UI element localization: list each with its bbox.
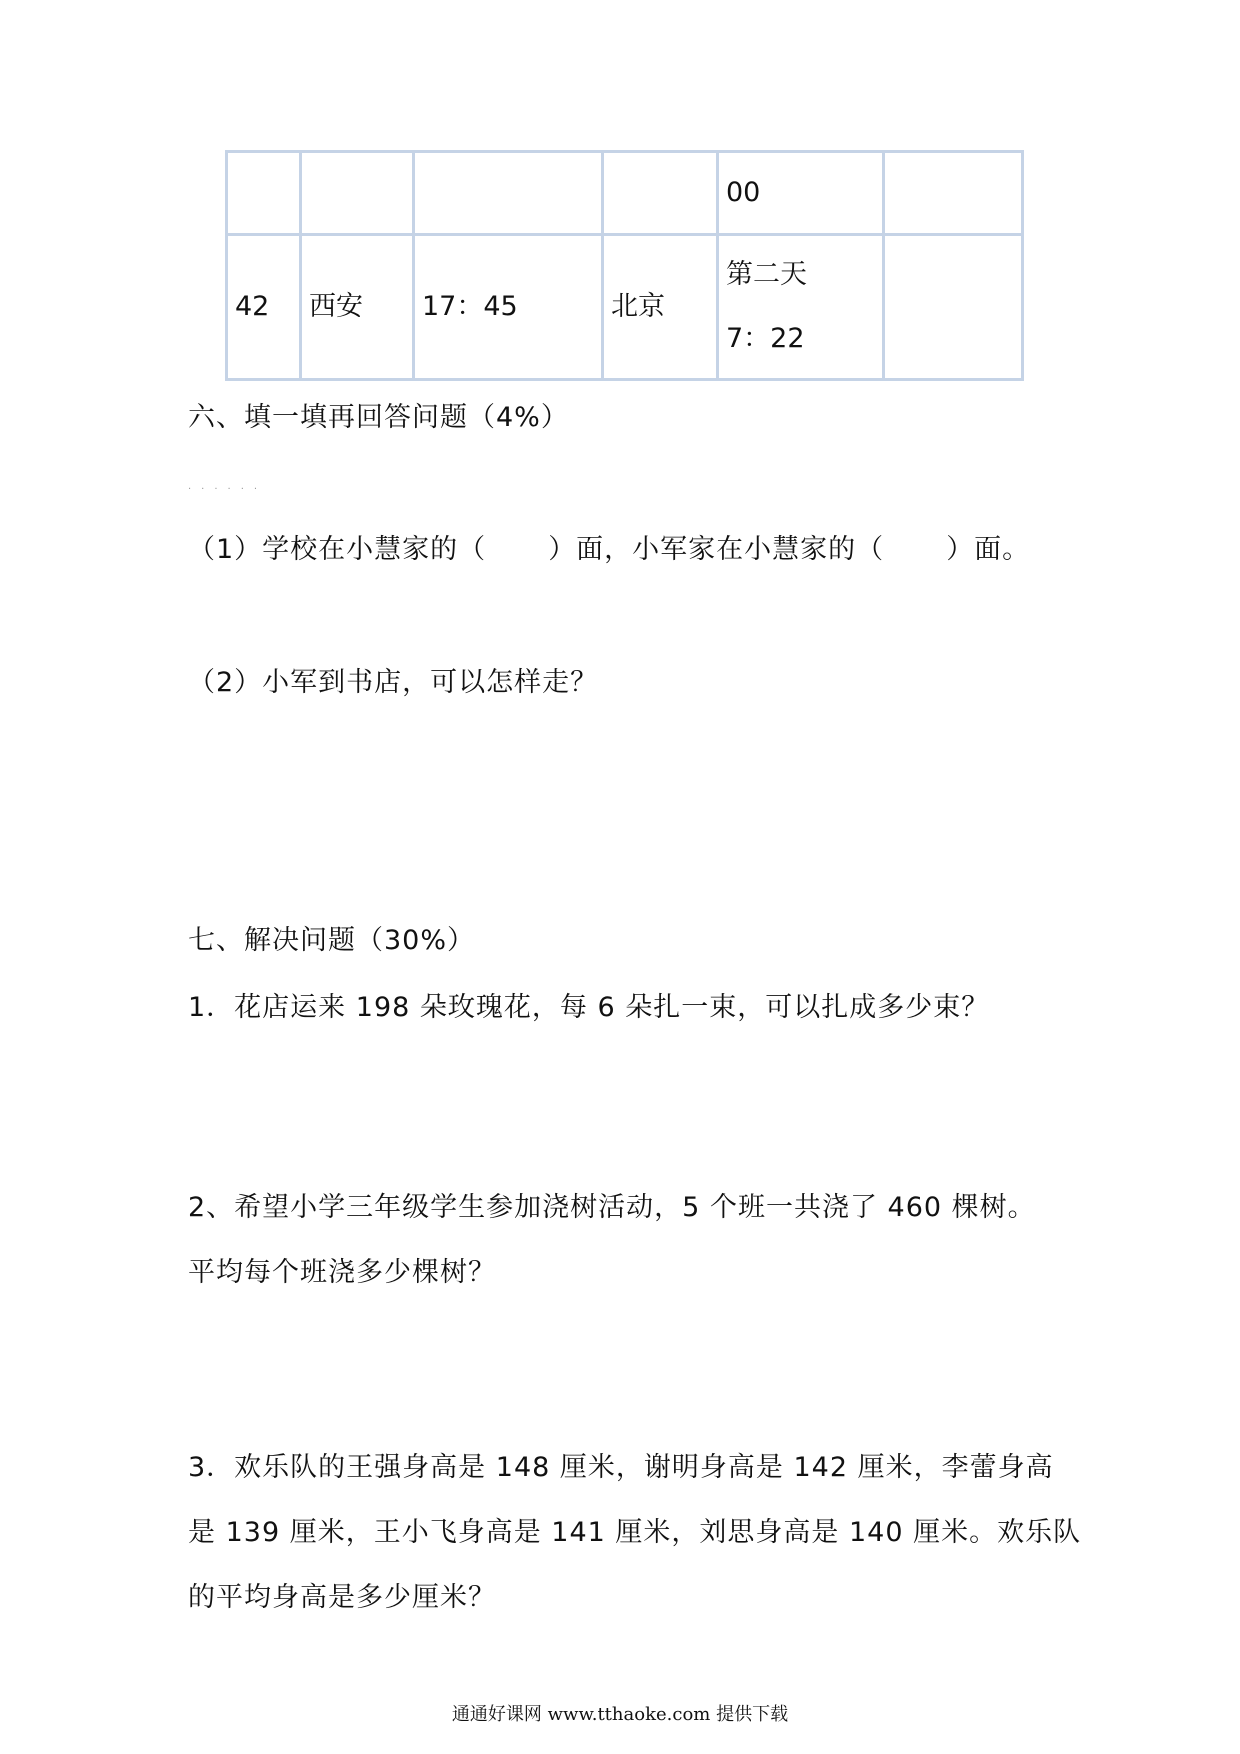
problem-2-line-1: 2、希望小学三年级学生参加浇树活动，5 个班一共浇了 460 棵树。	[188, 1192, 1036, 1223]
table-cell	[414, 152, 603, 235]
problem-3-line-2: 是 139 厘米，王小飞身高是 141 厘米，刘思身高是 140 厘米。欢乐队	[188, 1517, 1082, 1548]
table-cell: 00	[718, 152, 884, 235]
table-cell	[301, 152, 414, 235]
section6-question-2: （2）小军到书店，可以怎样走？	[188, 667, 599, 698]
table-cell	[884, 152, 1023, 235]
format-mark: · · · · · ·	[188, 484, 258, 495]
problem-3-line-3: 的平均身高是多少厘米？	[188, 1582, 496, 1613]
q1-text-c: ）面。	[946, 534, 1031, 565]
table-cell: 17：45	[414, 235, 603, 380]
table-cell: 西安	[301, 235, 414, 380]
section7-heading: 七、解决问题（30%）	[188, 925, 476, 956]
table-row	[227, 235, 1023, 380]
problem-3-line-1: 3．欢乐队的王强身高是 148 厘米，谢明身高是 142 厘米，李蕾身高	[188, 1452, 1054, 1483]
table-cell	[884, 235, 1023, 380]
page-footer: 通通好课网 www.tthaoke.com 提供下载	[451, 1704, 789, 1725]
q1-text-b: ）面，小军家在小慧家的（	[548, 534, 885, 565]
section6-heading: 六、填一填再回答问题（4%）	[188, 402, 569, 433]
section6-question-1	[188, 527, 1030, 566]
table-cell	[227, 152, 301, 235]
train-schedule-table	[225, 150, 1024, 381]
table-cell: 北京	[603, 235, 718, 380]
problem-1: 1．花店运来 198 朵玫瑰花，每 6 朵扎一束，可以扎成多少束？	[188, 992, 990, 1023]
table-row	[227, 152, 1023, 235]
problem-2-line-2: 平均每个班浇多少棵树？	[188, 1257, 496, 1288]
table-cell	[603, 152, 718, 235]
table-cell: 第二天 7：22	[718, 235, 884, 380]
q1-text-a: （1）学校在小慧家的（	[188, 534, 487, 565]
table-cell: 42	[227, 235, 301, 380]
